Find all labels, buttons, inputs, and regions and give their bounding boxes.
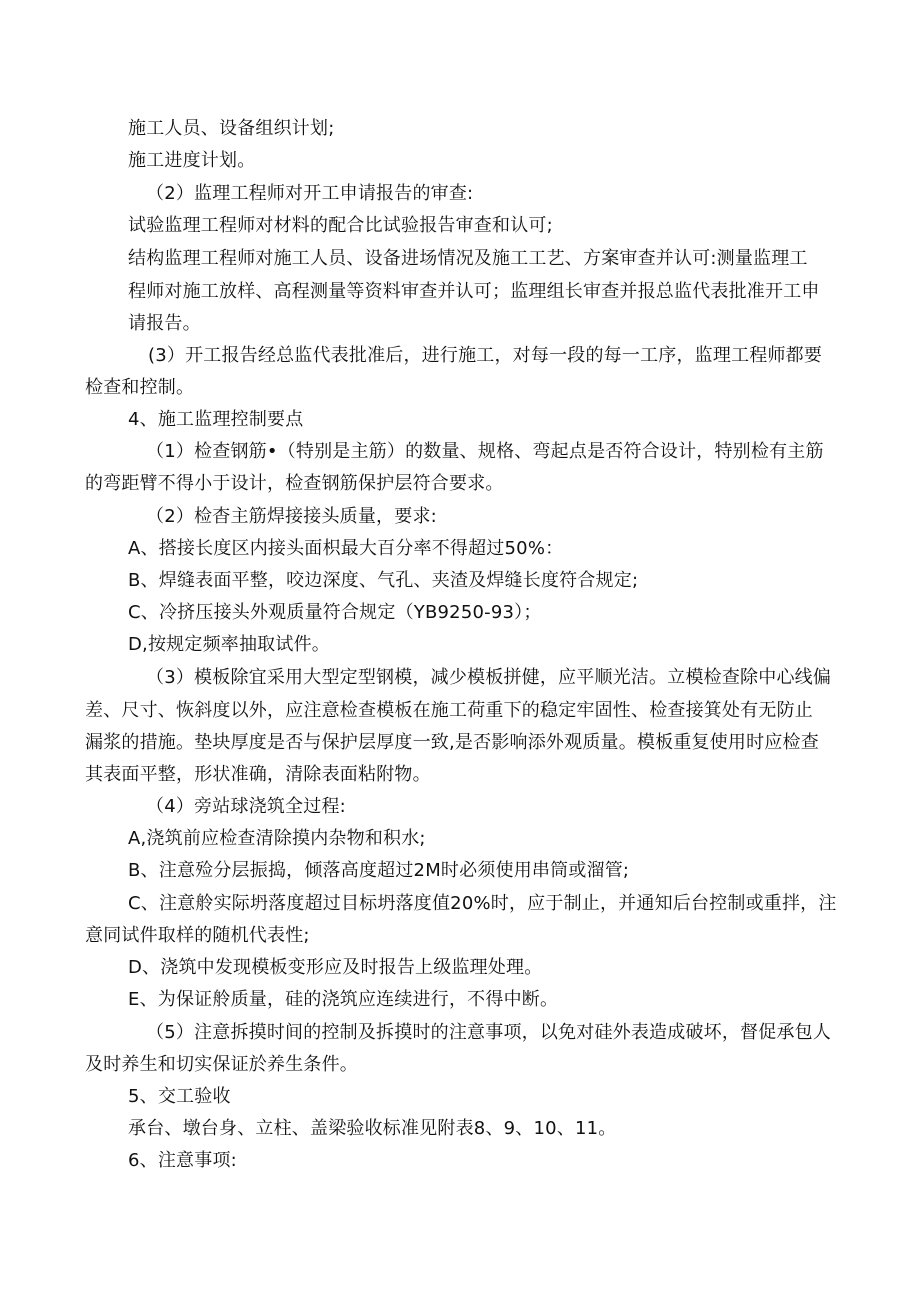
text-line: B、焊缝表面平整，咬边深度、气孔、夹渣及焊缝长度符合规定; — [128, 570, 639, 591]
text-line: 4、施工监理控制要点 — [128, 409, 304, 430]
text-line: C、冷挤压接头外观质量符合规定（YB9250-93）； — [128, 602, 542, 623]
text-line: （3）模板除宜采用大型定型钢模，减少模板拼健，应平顺光洁。立模检查除中心线偏 — [146, 667, 832, 688]
text-line: 差、尺寸、恢斜度以外，应注意检查模板在施工荷重下的稳定牢固性、检查接箕处有无防止 — [85, 700, 813, 721]
text-line: 承台、墩台身、立柱、盖梁验收标准见附表8、9、10、11。 — [128, 1118, 617, 1139]
text-line: （2）监理工程师对开工申请报告的审查: — [146, 183, 474, 204]
text-line: （4）旁站球浇筑全过程: — [146, 796, 346, 817]
text-line: D、浇筑中发现模板变形应及时报告上级监理处理。 — [128, 957, 543, 978]
text-line: 施工人员、设备组织计划; — [128, 118, 335, 139]
text-line: B、注意殓分层振捣，倾落高度超过2M时必须使用串筒或溜管; — [128, 860, 630, 881]
text-line: 其表面平整，形状准确，清除表面粘附物。 — [85, 764, 431, 785]
text-line: 程师对施工放样、高程测量等资料审查并认可；监理组长审查并报总监代表批准开工申 — [128, 281, 820, 302]
text-line: 5、交工验收 — [128, 1086, 231, 1107]
text-line: 的弯距臂不得小于设计，检查钢筋保护层符合要求。 — [85, 473, 504, 494]
text-line: A、搭接长度区内接头面枳最大百分率不得超过50%： — [128, 538, 564, 559]
text-line: 及时养生和切实保证於养生条件。 — [85, 1054, 358, 1075]
text-line: （2）检杳主筋焊接接头质量，要求: — [146, 506, 437, 527]
text-line: C、注意舲实际坍落度超过目标坍落度值20%时，应于制止，并通知后台控制或重拌，注 — [128, 893, 837, 914]
text-line: 检查和控制。 — [85, 377, 195, 398]
text-line: 漏浆的措施。垫块厚度是否与保护层厚度一致,是否影响添外观质量。模板重复使用时应检查 — [85, 732, 819, 753]
text-line: E、为保证舲质量，硅的浇筑应连续进行，不得中断。 — [128, 989, 559, 1010]
text-line: 意同试件取样的随机代表性; — [85, 925, 310, 946]
text-line: 试验监理工程师对材料的配合比试验报告审查和认可; — [128, 215, 553, 236]
text-line: （5）注意拆摸时间的控制及拆摸时的注意事项，以免对硅外表造成破坏，督促承包人 — [146, 1022, 832, 1043]
text-line: D,按规定频率抽取试件。 — [128, 634, 330, 655]
text-line: A,浇筑前应检查清除摸内杂物和积水; — [128, 828, 426, 849]
text-line: （1）检查钢筋•（特别是主筋）的数量、规格、弯起点是否符合设计，特别检有主筋 — [146, 441, 824, 462]
text-line: (3）开工报告经总监代表批准后，进行施工，对每一段的每一工序，监理工程师都要 — [148, 345, 823, 366]
text-line: 请报告。 — [128, 313, 201, 334]
text-line: 施工进度计划。 — [128, 150, 256, 171]
text-line: 结构监理工程师对施工人员、设备进场情况及施工工艺、方案审查并认可:测量监理工 — [128, 248, 808, 269]
text-line: 6、注意事项: — [128, 1150, 237, 1171]
